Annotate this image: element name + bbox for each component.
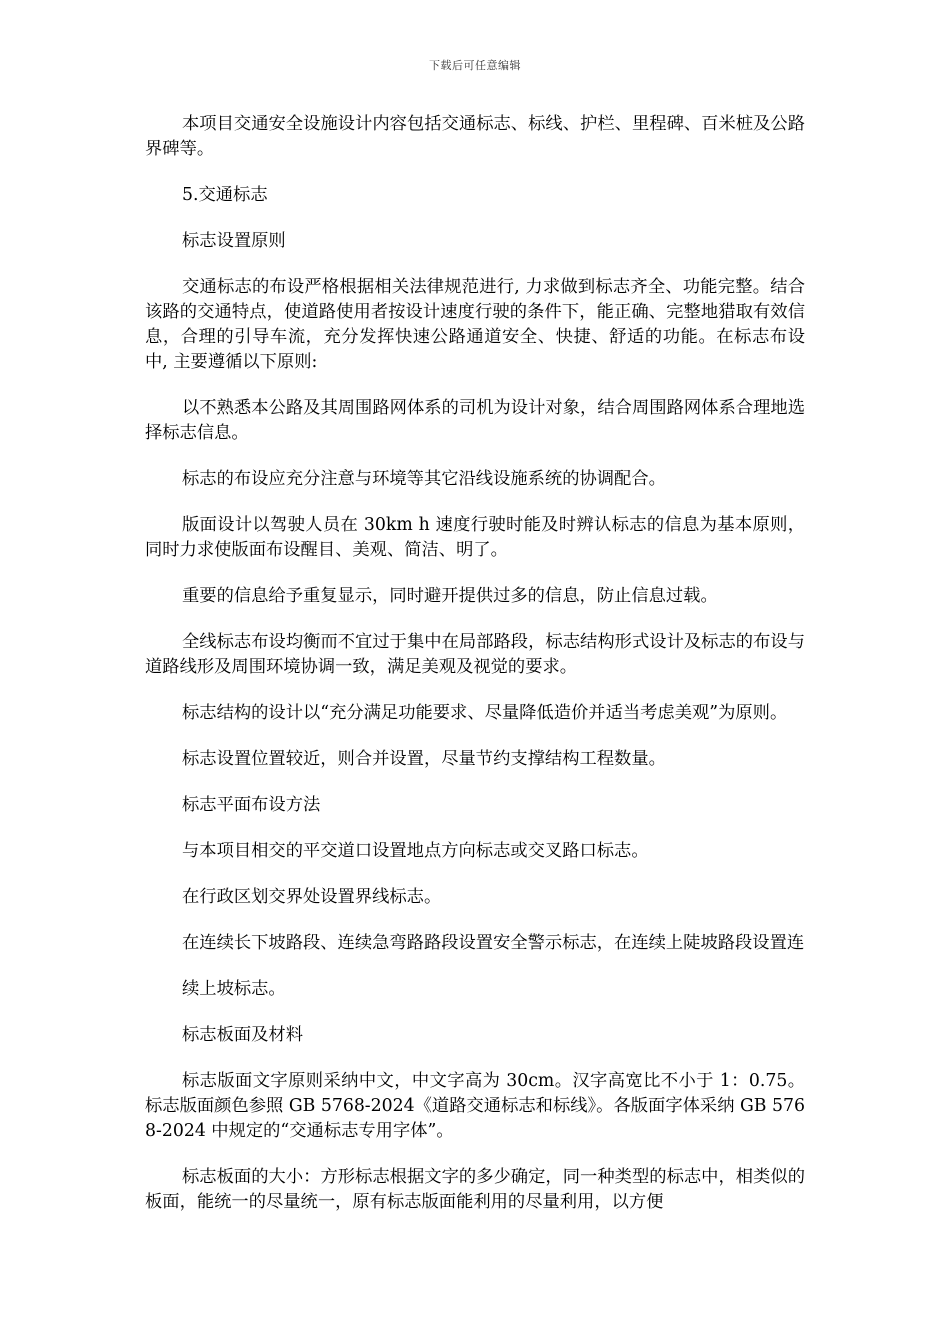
paragraph-structure-design: 标志结构的设计以“充分满足功能要求、尽量降低造价并适当考虑美观”为原则。: [182, 703, 788, 723]
paragraph-downhill: 在连续长下坡路段、连续急弯路路段设置安全警示标志，在连续上陡坡路段设置连: [182, 933, 805, 953]
paragraph-intro: 本项目交通安全设施设计内容包括交通标志、标线、护栏、里程碑、百米桩及公路界碑等。: [145, 114, 805, 159]
paragraph-uphill: 续上坡标志。: [182, 979, 286, 999]
section-heading-traffic-signs: 5.交通标志: [182, 185, 268, 205]
paragraph-panel-design: 版面设计以驾驶人员在 30km h 速度行驶时能及时辨认标志的信息为基本原则，同时力求使版面布设醒目、美观、简洁、明了。: [145, 515, 805, 560]
paragraph-merge-setting: 标志设置位置较近，则合并设置，尽量节约支撑结构工程数量。: [182, 749, 666, 769]
paragraph-boundary: 在行政区划交界处设置界线标志。: [182, 887, 442, 907]
paragraph-environment: 标志的布设应充分注意与环境等其它沿线设施系统的协调配合。: [182, 469, 666, 489]
paragraph-repeat-info: 重要的信息给予重复显示，同时避开提供过多的信息，防止信息过载。: [182, 586, 718, 606]
subheading-plane-layout: 标志平面布设方法: [182, 795, 321, 815]
paragraph-panel-size: 标志板面的大小：方形标志根据文字的多少确定，同一种类型的标志中，相类似的板面，能统一的尽量统一，原有标志版面能利用的尽量利用，以方便: [145, 1167, 805, 1212]
subheading-setting-principles: 标志设置原则: [182, 231, 286, 251]
paragraph-design-target: 以不熟悉本公路及其周围路网体系的司机为设计对象，结合周围路网体系合理地选择标志信息。: [145, 398, 805, 443]
paragraph-panel-text: 标志版面文字原则采纳中文，中文字高为 30cm。汉字高宽比不小于 1：0.75。标志版面颜色参照 GB 5768-2024《道路交通标志和标线》。各版面字体采纳 GB 5768-2024 中规定的“交通标志专用字体”。: [145, 1071, 805, 1141]
paragraph-intersection: 与本项目相交的平交道口设置地点方向标志或交叉路口标志。: [182, 841, 649, 861]
document-body: [145, 112, 805, 1236]
paragraph-balanced-layout: 全线标志布设均衡而不宜过于集中在局部路段，标志结构形式设计及标志的布设与道路线形及周围环境协调一致，满足美观及视觉的要求。: [145, 632, 805, 677]
paragraph-layout-rules: 交通标志的布设严格根据相关法律规范进行, 力求做到标志齐全、功能完整。结合该路的交通特点，使道路使用者按设计速度行驶的条件下，能正确、完整地猎取有效信息，合理的引导车流，充分发挥快速公路通道安全、快捷、舒适的功能。在标志布设中, 主要遵循以下原则:: [145, 277, 805, 372]
subheading-panel-materials: 标志板面及材料: [182, 1025, 303, 1045]
page-header: 下载后可任意编辑: [429, 59, 521, 72]
